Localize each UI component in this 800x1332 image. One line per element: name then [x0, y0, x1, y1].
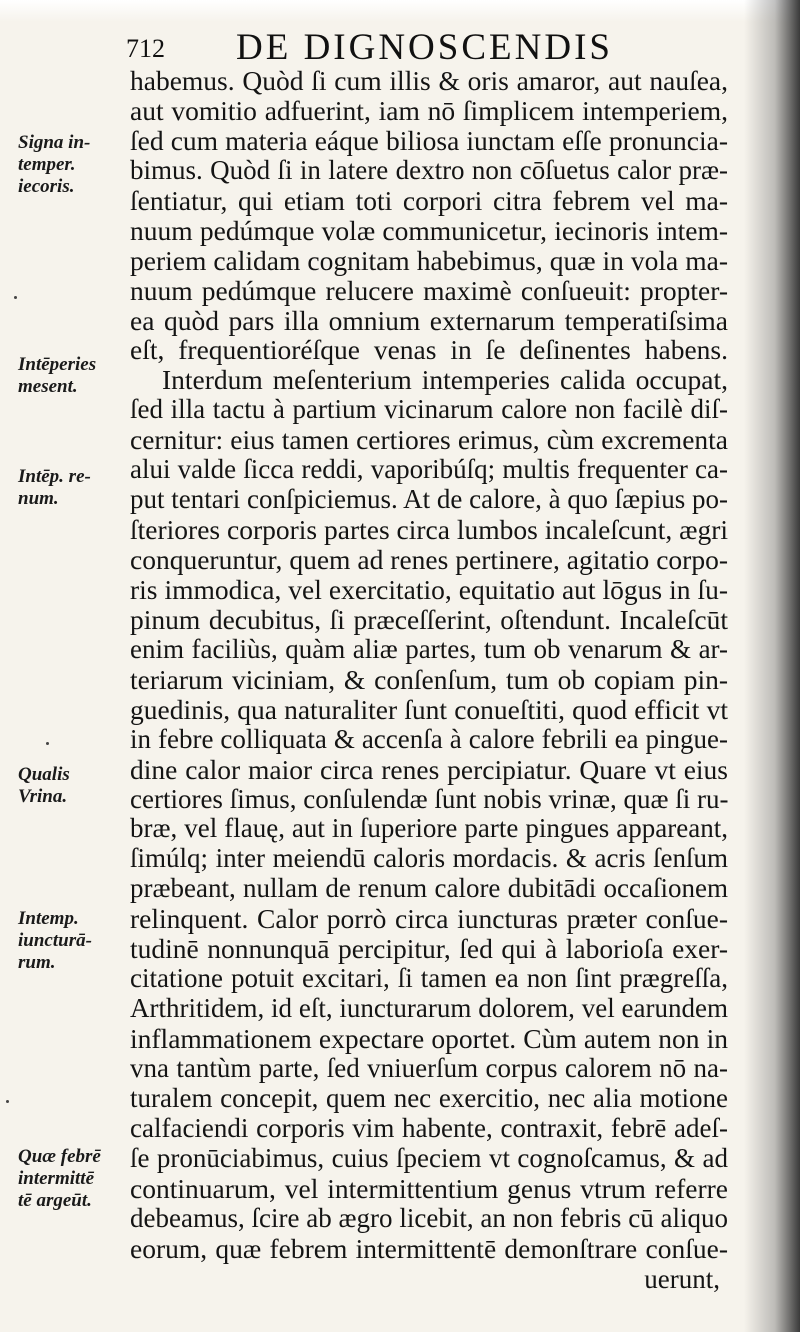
text-line: ſteriores corporis partes circa lumbos incaleſcunt, ægri [130, 514, 728, 546]
text-line: enim faciliùs, quàm aliæ partes, tum ob venarum & ar- [130, 633, 728, 664]
margin-note-line: num. [18, 488, 59, 509]
margin-note-line: Signa in- [18, 132, 91, 153]
margin-note-line: temper. [18, 154, 76, 175]
catchword: uerunt, [644, 1264, 720, 1294]
text-line: nuum pedúmque relucere maximè conſueuit: propter- [130, 274, 728, 306]
text-line: relinquent. Calor porrò circa iuncturas præter conſue- [130, 903, 728, 935]
text-line: eorum, quæ febrem intermittentē demonſtrare conſue- [130, 1232, 728, 1264]
page-gutter-shadow [744, 0, 800, 1332]
text-line: bræ, vel flauę, aut in ſuperiore parte pingues appareant, [130, 813, 728, 844]
margin-note-line: rum. [18, 952, 56, 973]
text-line: nuum pedúmque volæ communicetur, iecinoris intem- [130, 214, 728, 246]
page-number: 712 [126, 34, 165, 63]
text-line: alui valde ſicca reddi, vaporibúſq; multis frequenter ca- [130, 454, 728, 485]
text-line: calfaciendi corporis vim habente, contraxit, febrē adeſ- [130, 1112, 728, 1143]
margin-note-quae-febrem-intermittentem [18, 1146, 130, 1212]
text-line: in febre colliquata & accenſa à calore febrili ea pingue- [130, 723, 728, 754]
text-line: aut vomitio adfuerint, iam nō ſimplicem intemperiem, [130, 94, 728, 126]
margin-note-signa-intemper-iecoris [18, 132, 130, 198]
print-speck [14, 296, 17, 299]
margin-note-line: Intemp. [18, 908, 79, 929]
margin-note-line: Qualis [18, 764, 70, 785]
text-line: ſimúlq; inter meiendū caloris mordacis. & acris ſenſum [130, 843, 728, 874]
text-line: ea quòd pars illa omnium externarum temperatiſsima [130, 304, 728, 336]
margin-note-line: tē argeūt. [18, 1190, 92, 1211]
margin-note-line: iuncturā- [18, 930, 92, 951]
text-line: guedinis, qua naturaliter ſunt conueſtiti, quod efficit vt [130, 693, 728, 725]
running-head: DE DIGNOSCENDIS [236, 27, 613, 68]
margin-note-qualis-vrina [18, 764, 130, 808]
margin-note-line: Quæ febrē [18, 1146, 101, 1167]
margin-note-intemperies-mesent [18, 354, 130, 398]
text-line: vna tantùm parte, ſed vniuerſum corpus calorem nō na- [130, 1052, 728, 1083]
print-speck [46, 742, 49, 745]
margin-note-intemp-renum [18, 466, 130, 510]
text-line: Arthritidem, id eſt, iuncturarum dolorem, vel earundem [130, 993, 728, 1024]
margin-note-line: Intēp. re- [18, 466, 91, 487]
text-line: periem calidam cognitam habebimus, quæ in vola ma- [130, 244, 728, 276]
text-line: ſentiatur, qui etiam toti corpori citra febrem vel ma- [130, 184, 728, 216]
text-line: ſed cum materia eáque biliosa iunctam eſſe pronuncia- [130, 124, 728, 156]
text-line: debeamus, ſcire ab ægro licebit, an non febris cū aliquo [130, 1202, 728, 1233]
text-line: eſt, frequentioréſque venas in ſe deſinentes habens. [130, 334, 728, 366]
text-line: cernitur: eius tamen certiores erimus, cùm excrementa [130, 424, 728, 456]
margin-note-line: intermittē [18, 1168, 94, 1189]
text-line: citatione potuit excitari, ſi tamen ea non ſint prægreſſa, [130, 963, 728, 994]
text-line: ris immodica, vel exercitatio, equitatio aut lōgus in ſu- [130, 573, 728, 605]
text-line: certiores ſimus, conſulendæ ſunt nobis vrinæ, quæ ſi ru- [130, 783, 729, 814]
text-line: tudinē nonnunquā percipitur, ſed qui à laborioſa exer- [130, 933, 728, 965]
text-line-paragraph-start: Interdum meſenterium intemperies calida occupat, [162, 364, 728, 396]
text-line: præbeant, nullam de renum calore dubitādi occaſionem [130, 873, 728, 904]
text-line: teriarum viciniam, & conſenſum, tum ob copiam pin- [130, 663, 728, 695]
margin-note-line: Intēperies [18, 354, 97, 375]
margin-note-line: Vrina. [18, 786, 68, 807]
margin-note-line: iecoris. [18, 176, 75, 197]
print-speck [6, 1100, 9, 1103]
text-line: continuarum, vel intermittentium genus vtrum referre [130, 1172, 728, 1204]
text-line: put tentari conſpiciemus. At de calore, à quo ſæpius po- [130, 484, 728, 515]
margin-notes [0, 0, 128, 1332]
page-header [126, 24, 726, 70]
text-line: bimus. Quòd ſi in latere dextro non cōſuetus calor præ- [130, 154, 728, 185]
text-line: dine calor maior circa renes percipiatur. Quare vt eius [130, 753, 728, 785]
text-line: inflammationem expectare oportet. Cùm autem non in [130, 1023, 728, 1054]
margin-note-line: mesent. [18, 376, 78, 397]
text-line: ſed illa tactu à partium vicinarum calore non facilè diſ- [130, 394, 728, 425]
main-text-block [130, 66, 728, 1264]
text-line: conqueruntur, quem ad renes pertinere, agitatio corpo- [130, 544, 728, 575]
margin-note-intemp-iuncturarum [18, 908, 130, 974]
text-line: ſe pronūciabimus, cuius ſpeciem vt cognoſcamus, & ad [130, 1142, 728, 1173]
text-line: pinum decubitus, ſi præceſſerint, oſtendunt. Incaleſcūt [130, 603, 728, 635]
text-line: habemus. Quòd ſi cum illis & oris amaror, aut nauſea, [130, 65, 728, 96]
text-line: turalem concepit, quem nec exercitio, nec alia motione [130, 1082, 728, 1113]
